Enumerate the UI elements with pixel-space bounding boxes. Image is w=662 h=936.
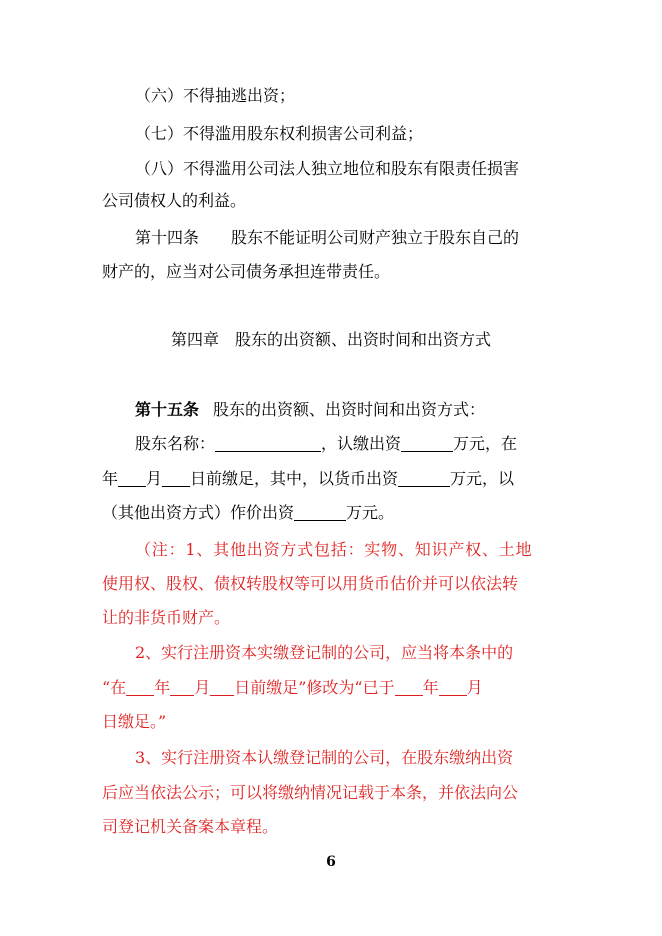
note-2-year-label-2: 年 bbox=[422, 678, 439, 697]
note-3-line2: 后应当依法公示；可以将缴纳情况记载于本条，并依法向公 bbox=[102, 783, 519, 802]
clause-item-7: （七）不得滥用股东权利损害公司利益； bbox=[135, 124, 424, 143]
note-3-line3: 司登记机关备案本章程。 bbox=[102, 817, 279, 836]
article-14-line2: 财产的，应当对公司债务承担连带责任。 bbox=[102, 262, 391, 281]
note-2-month-blank-1 bbox=[170, 679, 194, 696]
year-label: 年 bbox=[102, 469, 119, 488]
subscribed-label: ，认缴出资 bbox=[321, 434, 402, 453]
note-2-open: “在 bbox=[102, 678, 127, 697]
article-15-heading: 第十五条 bbox=[135, 400, 200, 419]
note-2-line3: 日缴足。” bbox=[102, 712, 167, 731]
shareholder-line3 bbox=[102, 503, 394, 523]
chapter-title: 第四章 股东的出资额、出资时间和出资方式 bbox=[170, 330, 491, 349]
year-blank bbox=[118, 470, 146, 487]
currency-label: 日前缴足，其中，以货币出资 bbox=[190, 469, 399, 488]
note-2-line2 bbox=[102, 678, 483, 698]
note-1-line3: 让的非货币财产。 bbox=[102, 608, 231, 627]
subscribed-unit: 万元，在 bbox=[453, 434, 518, 453]
note-2-month-label-2: 月 bbox=[466, 678, 483, 697]
note-2-year-blank-1 bbox=[126, 679, 154, 696]
note-2-month-blank-2 bbox=[439, 679, 467, 696]
note-3-line1: 3、实行注册资本认缴登记制的公司，在股东缴纳出资 bbox=[135, 748, 514, 767]
note-2-month-label-1: 月 bbox=[194, 678, 211, 697]
article-14-line1 bbox=[135, 228, 519, 248]
page-number: 6 bbox=[326, 854, 336, 870]
shareholder-line1 bbox=[135, 434, 517, 454]
note-2-day-blank-1 bbox=[210, 679, 234, 696]
month-label: 月 bbox=[146, 469, 163, 488]
shareholder-name-label: 股东名称： bbox=[135, 434, 216, 453]
subscribed-amount-blank bbox=[401, 435, 453, 452]
day-blank bbox=[162, 470, 190, 487]
clause-item-8-line1: （八）不得滥用公司法人独立地位和股东有限责任损害 bbox=[135, 159, 520, 178]
article-15-intro: 股东的出资额、出资时间和出资方式： bbox=[213, 400, 486, 419]
note-2-line1: 2、实行注册资本实缴登记制的公司，应当将本条中的 bbox=[135, 643, 514, 662]
note-2-year-blank-2 bbox=[395, 679, 423, 696]
shareholder-line2 bbox=[102, 469, 514, 489]
note-1-line2: 使用权、股权、债权转股权等可以用货币估价并可以依法转 bbox=[102, 574, 519, 593]
currency-unit: 万元，以 bbox=[450, 469, 515, 488]
note-1-line1: （注：1、其他出资方式包括：实物、知识产权、土地 bbox=[135, 540, 533, 559]
clause-item-8-line2: 公司债权人的利益。 bbox=[102, 191, 247, 210]
article-14-heading: 第十四条 bbox=[135, 228, 200, 247]
other-method-amount-blank bbox=[294, 504, 346, 521]
article-14-text: 股东不能证明公司财产独立于股东自己的 bbox=[231, 228, 520, 247]
other-method-unit: 万元。 bbox=[346, 503, 395, 522]
shareholder-name-blank bbox=[215, 435, 321, 452]
note-2-year-label-1: 年 bbox=[154, 678, 171, 697]
currency-amount-blank bbox=[398, 470, 450, 487]
clause-item-6: （六）不得抽逃出资； bbox=[135, 86, 296, 105]
article-15-line1 bbox=[135, 400, 485, 420]
other-method-label: （其他出资方式）作价出资 bbox=[102, 503, 295, 522]
note-2-middle: 日前缴足”修改为“已于 bbox=[234, 678, 395, 697]
